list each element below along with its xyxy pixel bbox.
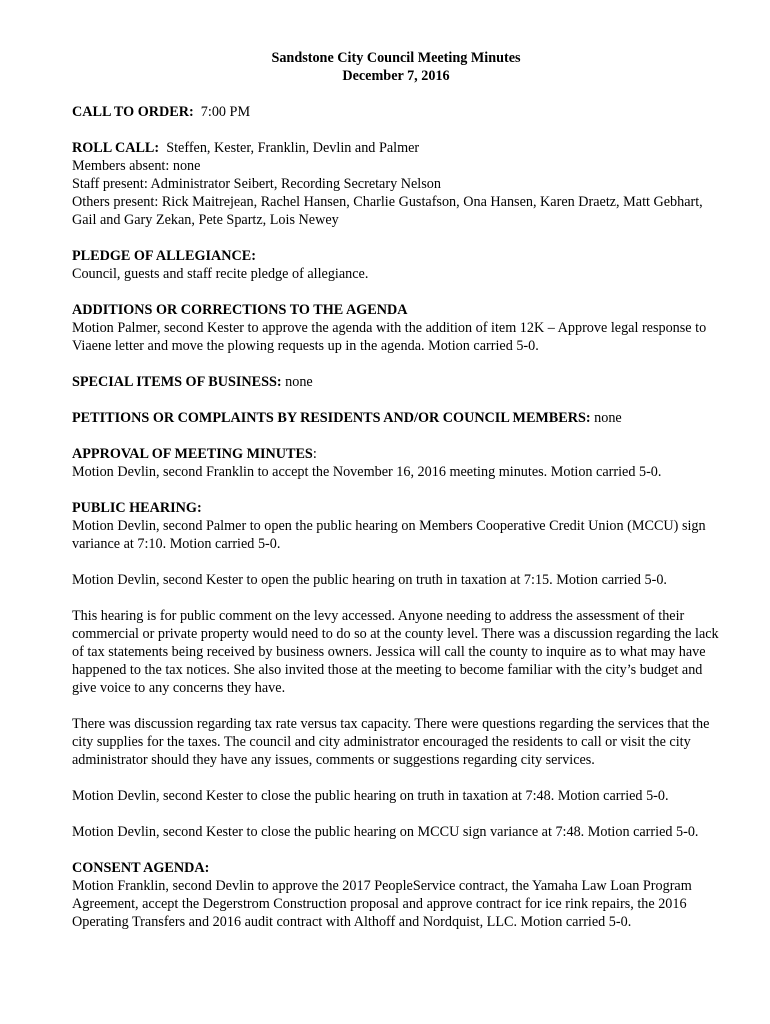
roll-call — [72, 139, 720, 157]
special-items — [72, 373, 720, 391]
members-absent: Members absent: none — [72, 158, 201, 174]
consent-agenda-heading: CONSENT AGENDA: — [72, 860, 210, 876]
pledge-text: Council, guests and staff recite pledge of allegiance. — [72, 266, 369, 282]
call-to-order — [72, 103, 720, 121]
petitions-value: none — [594, 410, 622, 426]
public-hearing-p4: There was discussion regarding tax rate versus tax capacity. There were questions regarding the services that the city supplies for the taxes. The council and city administrator encouraged the residents to call or visit the city administrator should they have any issues, comments or suggestions regarding city services. — [72, 716, 710, 768]
public-hearing-p1: Motion Devlin, second Palmer to open the public hearing on Members Cooperative Credit Union (MCCU) sign variance at 7:10. Motion carried 5-0. — [72, 518, 706, 552]
public-hearing-p6: Motion Devlin, second Kester to close the public hearing on MCCU sign variance at 7:48. Motion carried 5-0. — [72, 824, 699, 840]
others-present: Others present: Rick Maitrejean, Rachel Hansen, Charlie Gustafson, Ona Hansen, Karen Draetz, Matt Gebhart, Gail and Gary Zekan, Pete Spartz, Lois Newey — [72, 194, 703, 228]
call-to-order-heading: CALL TO ORDER: — [72, 104, 194, 120]
approval-heading: APPROVAL OF MEETING MINUTES — [72, 446, 313, 462]
agenda-heading: ADDITIONS OR CORRECTIONS TO THE AGENDA — [72, 302, 408, 318]
staff-present: Staff present: Administrator Seibert, Recording Secretary Nelson — [72, 176, 441, 192]
pledge-heading: PLEDGE OF ALLEGIANCE: — [72, 248, 256, 264]
agenda-text: Motion Palmer, second Kester to approve the agenda with the addition of item 12K – Approve legal response to Viaene letter and move the plowing requests up in the agenda. Motion carried 5-0. — [72, 320, 707, 354]
roll-call-heading: ROLL CALL: — [72, 140, 160, 156]
consent-agenda-text: Motion Franklin, second Devlin to approve the 2017 PeopleService contract, the Yamaha Law Loan Program Agreement, accept the Degerstrom Construction proposal and approve contract for ice rink repairs, the 2016 Operating Transfers and 2016 audit contract with Althoff and Nordquist, LLC. Motion carried 5-0. — [72, 878, 692, 930]
public-hearing-p2: Motion Devlin, second Kester to open the public hearing on truth in taxation at 7:15. Motion carried 5-0. — [72, 572, 667, 588]
petitions-heading: PETITIONS OR COMPLAINTS BY RESIDENTS AND/OR COUNCIL MEMBERS: — [72, 410, 591, 426]
special-items-heading: SPECIAL ITEMS OF BUSINESS: — [72, 374, 282, 390]
approval-text: Motion Devlin, second Franklin to accept the November 16, 2016 meeting minutes. Motion carried 5-0. — [72, 464, 662, 480]
approval-minutes — [72, 445, 720, 463]
approval-colon: : — [312, 446, 317, 462]
document-title: Sandstone City Council Meeting Minutes — [271, 50, 521, 66]
special-items-value: none — [285, 374, 313, 390]
document-date: December 7, 2016 — [342, 68, 450, 84]
roll-call-members: Steffen, Kester, Franklin, Devlin and Palmer — [166, 140, 420, 156]
public-hearing-heading: PUBLIC HEARING: — [72, 500, 202, 516]
public-hearing-p5: Motion Devlin, second Kester to close the public hearing on truth in taxation at 7:48. Motion carried 5-0. — [72, 788, 669, 804]
public-hearing-p3: This hearing is for public comment on the levy accessed. Anyone needing to address the assessment of their commercial or private property would need to do so at the county level. There was a discussion regarding the lack of tax statements being received by business owners. Jessica will call the county to inquire as to what may have happened to the tax notices. She also invited those at the meeting to become familiar with the city’s budget and give voice to any concerns they have. — [72, 608, 719, 696]
petitions — [72, 409, 720, 427]
call-to-order-time: 7:00 PM — [200, 104, 251, 120]
